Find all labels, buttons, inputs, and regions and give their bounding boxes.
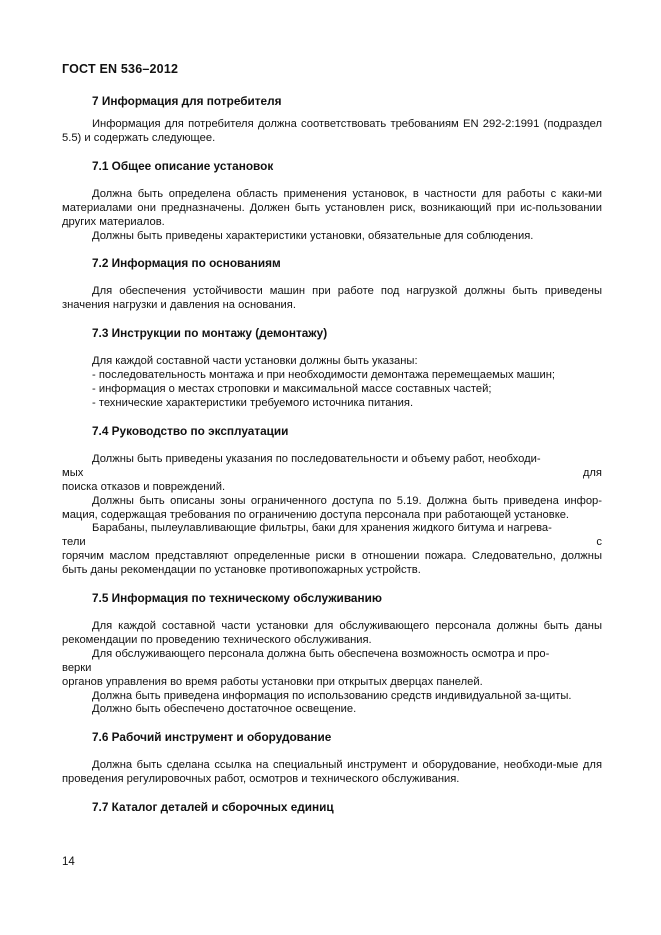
section-7-5-title: 7.5 Информация по техническому обслуживанию: [92, 591, 382, 606]
section-7-4-para-1-line-3: поиска отказов и повреждений.: [62, 480, 226, 493]
section-7-4-para-1-line-1: Должны быть приведены указания по последовательности и объему работ, необходи-: [92, 452, 541, 465]
section-7-1-para-2: Должны быть приведены характеристики установки, обязательные для соблюдения.: [92, 229, 534, 242]
list-item: - информация о местах строповки и максимальной массе составных частей;: [92, 383, 492, 396]
section-7-title: 7 Информация для потребителя: [92, 94, 282, 108]
section-7-intro: Информация для потребителя должна соответствовать требованиям EN 292-2:1991 (подраздел 5.5) и содержать следующее.: [62, 118, 602, 144]
section-7-7-title: 7.7 Каталог деталей и сборочных единиц: [92, 800, 334, 815]
list-item: - последовательность монтажа и при необходимости демонтажа перемещаемых машин;: [92, 369, 556, 382]
word: тели: [62, 536, 86, 549]
section-7-6-para-1: Должна быть сделана ссылка на специальный инструмент и оборудование, необходи-мые для проведения регулировочных работ, осмотров и технического обслуживания.: [62, 759, 602, 786]
section-7-5-para-1: Для каждой составной части установки для обслуживающего персонала должны быть даны рекомендации по проведению технического обслуживания.: [62, 620, 602, 646]
word: для: [582, 466, 602, 479]
word: с: [596, 536, 602, 549]
section-7-4-para-2: Должны быть описаны зоны ограниченного доступа по 5.19. Должна быть приведена инфор-мация, содержащая требования по ограничению доступа персонала при работающей установке.: [62, 494, 602, 521]
section-7-4-para-3-line-2: [62, 536, 602, 550]
word: мых: [62, 466, 84, 479]
page-body: [62, 94, 602, 814]
section-7-4-para-1-line-2: [62, 467, 602, 481]
section-7-2-title: 7.2 Информация по основаниям: [92, 256, 281, 271]
section-7-4-title: 7.4 Руководство по эксплуатации: [92, 423, 289, 438]
section-7-6-title: 7.6 Рабочий инструмент и оборудование: [92, 730, 332, 745]
section-7-1-para-1: Должна быть определена область применения установок, в частности для работы с каки-ми материалами они предназначены. Должен быть установлен риск, возникающий при ис-пользовании других материалов.: [62, 187, 602, 228]
page-number: 14: [62, 856, 75, 868]
section-7-5-para-2-line-3: органов управления во время работы установки при открытых дверцах панелей.: [62, 675, 483, 688]
list-item: - технические характеристики требуемого источника питания.: [92, 396, 414, 409]
section-7-4-para-3-line-1: Барабаны, пылеулавливающие фильтры, баки для хранения жидкого битума и нагрева-: [92, 522, 552, 535]
section-7-4-para-3-rest: горячим маслом представляют определенные риски в отношении пожара. Следовательно, должны быть даны рекомендации по установке противопожарных устройств.: [62, 550, 602, 577]
document-header: ГОСТ EN 536–2012: [62, 62, 179, 76]
section-7-5-para-3: Должна быть приведена информация по использованию средств индивидуальной за-щиты.: [92, 689, 572, 702]
section-7-3-title: 7.3 Инструкции по монтажу (демонтажу): [92, 326, 328, 341]
section-7-1-title: 7.1 Общее описание установок: [92, 158, 274, 173]
section-7-5-para-2-line-1: Для обслуживающего персонала должна быть обеспечена возможность осмотра и про-: [92, 647, 550, 660]
section-7-5-para-4: Должно быть обеспечено достаточное освещение.: [92, 703, 357, 716]
section-7-5-para-2-line-2: верки: [62, 661, 92, 674]
section-7-3-lead: Для каждой составной части установки должны быть указаны:: [92, 355, 418, 368]
section-7-2-para-1: Для обеспечения устойчивости машин при работе под нагрузкой должны быть приведены значения нагрузки и давления на основания.: [62, 285, 602, 312]
